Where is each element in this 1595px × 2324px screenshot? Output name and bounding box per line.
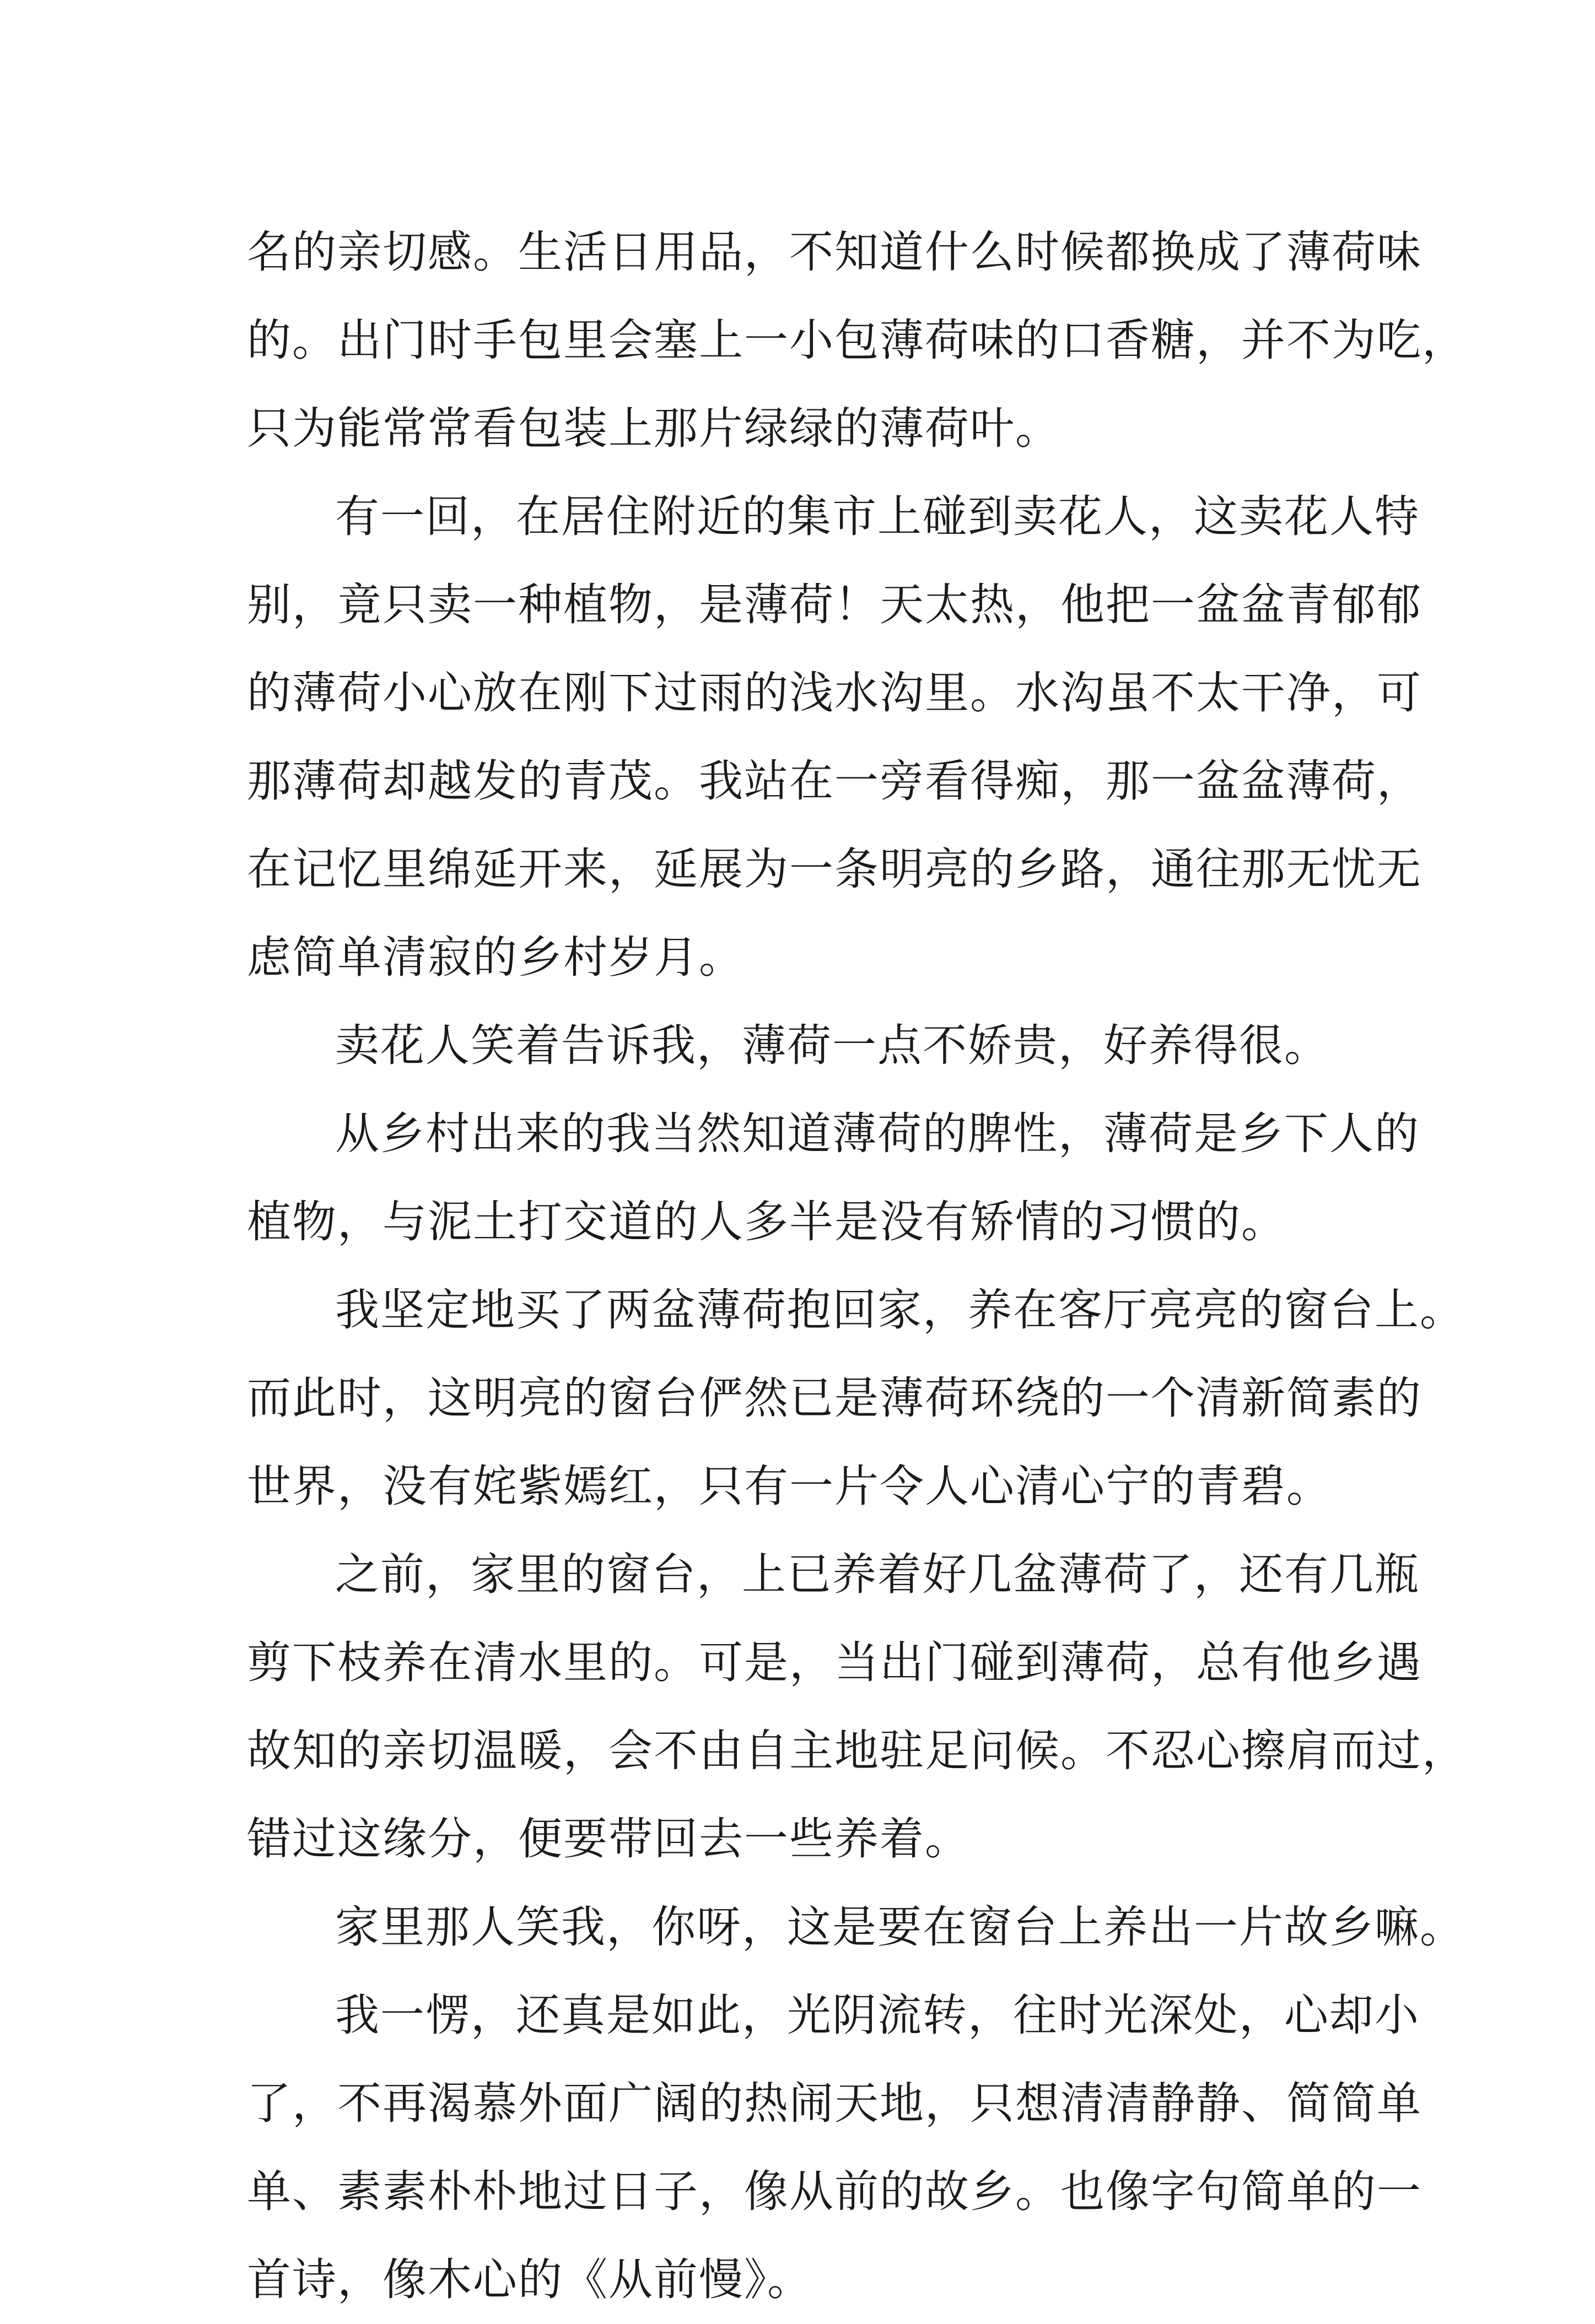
document-body [247,208,1467,2324]
text-line: 单、素素朴朴地过日子，像从前的故乡。也像字句简单的一 [247,2166,1422,2217]
text-line: 别，竟只卖一种植物，是薄荷！天太热，他把一盆盆青郁郁 [247,579,1422,630]
paragraph-start-line: 卖花人笑着告诉我，薄荷一点不娇贵，好养得很。 [335,1020,1329,1071]
paragraph-start-line: 之前，家里的窗台，上已养着好几盆薄荷了，还有几瓶 [335,1549,1420,1600]
text-line: 了，不再渴慕外面广阔的热闹天地，只想清清静静、简简单 [247,2078,1422,2129]
text-line: 首诗，像木心的《从前慢》。 [247,2254,812,2305]
text-line: 而此时，这明亮的窗台俨然已是薄荷环绕的一个清新简素的 [247,1372,1422,1424]
paragraph-start-line: 我一愣，还真是如此，光阴流转，往时光深处，心却小 [335,1990,1420,2041]
text-line: 的薄荷小心放在刚下过雨的浅水沟里。水沟虽不太干净，可 [247,667,1422,718]
text-line: 只为能常常看包装上那片绿绿的薄荷叶。 [247,403,1060,454]
text-line: 在记忆里绵延开来，延展为一条明亮的乡路，通往那无忧无 [247,844,1422,895]
text-line: 的。出门时手包里会塞上一小包薄荷味的口香糖，并不为吃， [247,315,1467,366]
text-line: 错过这缘分，便要带回去一些养着。 [247,1813,970,1864]
text-line: 名的亲切感。生活日用品，不知道什么时候都换成了薄荷味 [247,226,1422,278]
paragraph-start-line: 有一回，在居住附近的集市上碰到卖花人，这卖花人特 [335,491,1420,542]
text-line: 剪下枝养在清水里的。可是，当出门碰到薄荷，总有他乡遇 [247,1637,1422,1688]
text-line: 故知的亲切温暖，会不由自主地驻足问候。不忍心擦肩而过， [247,1725,1467,1776]
text-line: 那薄荷却越发的青茂。我站在一旁看得痴，那一盆盆薄荷， [247,755,1422,807]
paragraph-start-line: 从乡村出来的我当然知道薄荷的脾性，薄荷是乡下人的 [335,1108,1420,1159]
paragraph-start-line: 我坚定地买了两盆薄荷抱回家，养在客厅亮亮的窗台上。 [335,1284,1465,1336]
text-line: 虑简单清寂的乡村岁月。 [247,932,744,983]
paragraph-start-line: 家里那人笑我，你呀，这是要在窗台上养出一片故乡嘛。 [335,1901,1465,1953]
text-line: 植物，与泥土打交道的人多半是没有矫情的习惯的。 [247,1196,1286,1247]
text-line: 世界，没有姹紫嫣红，只有一片令人心清心宁的青碧。 [247,1461,1332,1512]
